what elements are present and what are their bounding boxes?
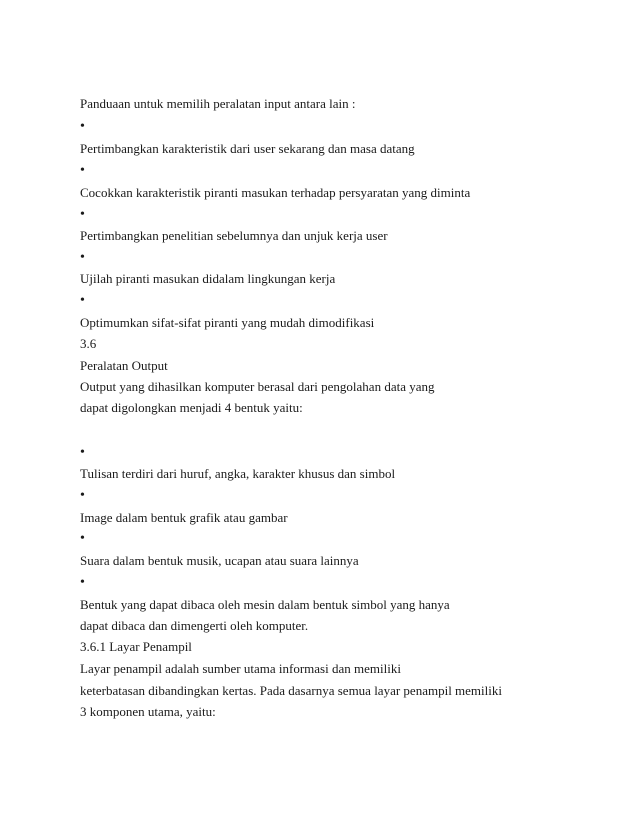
bullet-marker: • — [80, 445, 85, 460]
paragraph-line: keterbatasan dibandingkan kertas. Pada dasarnya semua layar penampil memiliki — [80, 683, 502, 698]
bullet-marker: • — [80, 163, 85, 178]
paragraph-line: Output yang dihasilkan komputer berasal dari pengolahan data yang — [80, 379, 435, 394]
bullet-marker: • — [80, 119, 85, 134]
bullet-marker: • — [80, 293, 85, 308]
bullet-marker: • — [80, 488, 85, 503]
list-item: Optimumkan sifat-sifat piranti yang mudah dimodifikasi — [80, 315, 375, 330]
list-item: Tulisan terdiri dari huruf, angka, karakter khusus dan simbol — [80, 466, 396, 481]
section-number: 3.6 — [80, 336, 97, 351]
bullet-marker: • — [80, 250, 85, 265]
list-item: Pertimbangkan karakteristik dari user sekarang dan masa datang — [80, 141, 415, 156]
intro-text: Panduaan untuk memilih peralatan input antara lain : — [80, 96, 356, 111]
paragraph-line: Layar penampil adalah sumber utama informasi dan memiliki — [80, 661, 401, 676]
list-item-continuation: dapat dibaca dan dimengerti oleh komputer. — [80, 618, 309, 633]
list-item: Suara dalam bentuk musik, ucapan atau suara lainnya — [80, 553, 359, 568]
list-item: Image dalam bentuk grafik atau gambar — [80, 510, 288, 525]
paragraph-line: 3 komponen utama, yaitu: — [80, 704, 216, 719]
paragraph-line: dapat digolongkan menjadi 4 bentuk yaitu: — [80, 400, 303, 415]
list-item: Ujilah piranti masukan didalam lingkungan kerja — [80, 271, 336, 286]
bullet-marker: • — [80, 207, 85, 222]
subsection-heading: 3.6.1 Layar Penampil — [80, 639, 192, 654]
list-item: Pertimbangkan penelitian sebelumnya dan unjuk kerja user — [80, 228, 388, 243]
section-heading: Peralatan Output — [80, 358, 168, 373]
list-item: Cocokkan karakteristik piranti masukan terhadap persyaratan yang diminta — [80, 185, 471, 200]
bullet-marker: • — [80, 575, 85, 590]
list-item: Bentuk yang dapat dibaca oleh mesin dalam bentuk simbol yang hanya — [80, 597, 450, 612]
bullet-marker: • — [80, 531, 85, 546]
